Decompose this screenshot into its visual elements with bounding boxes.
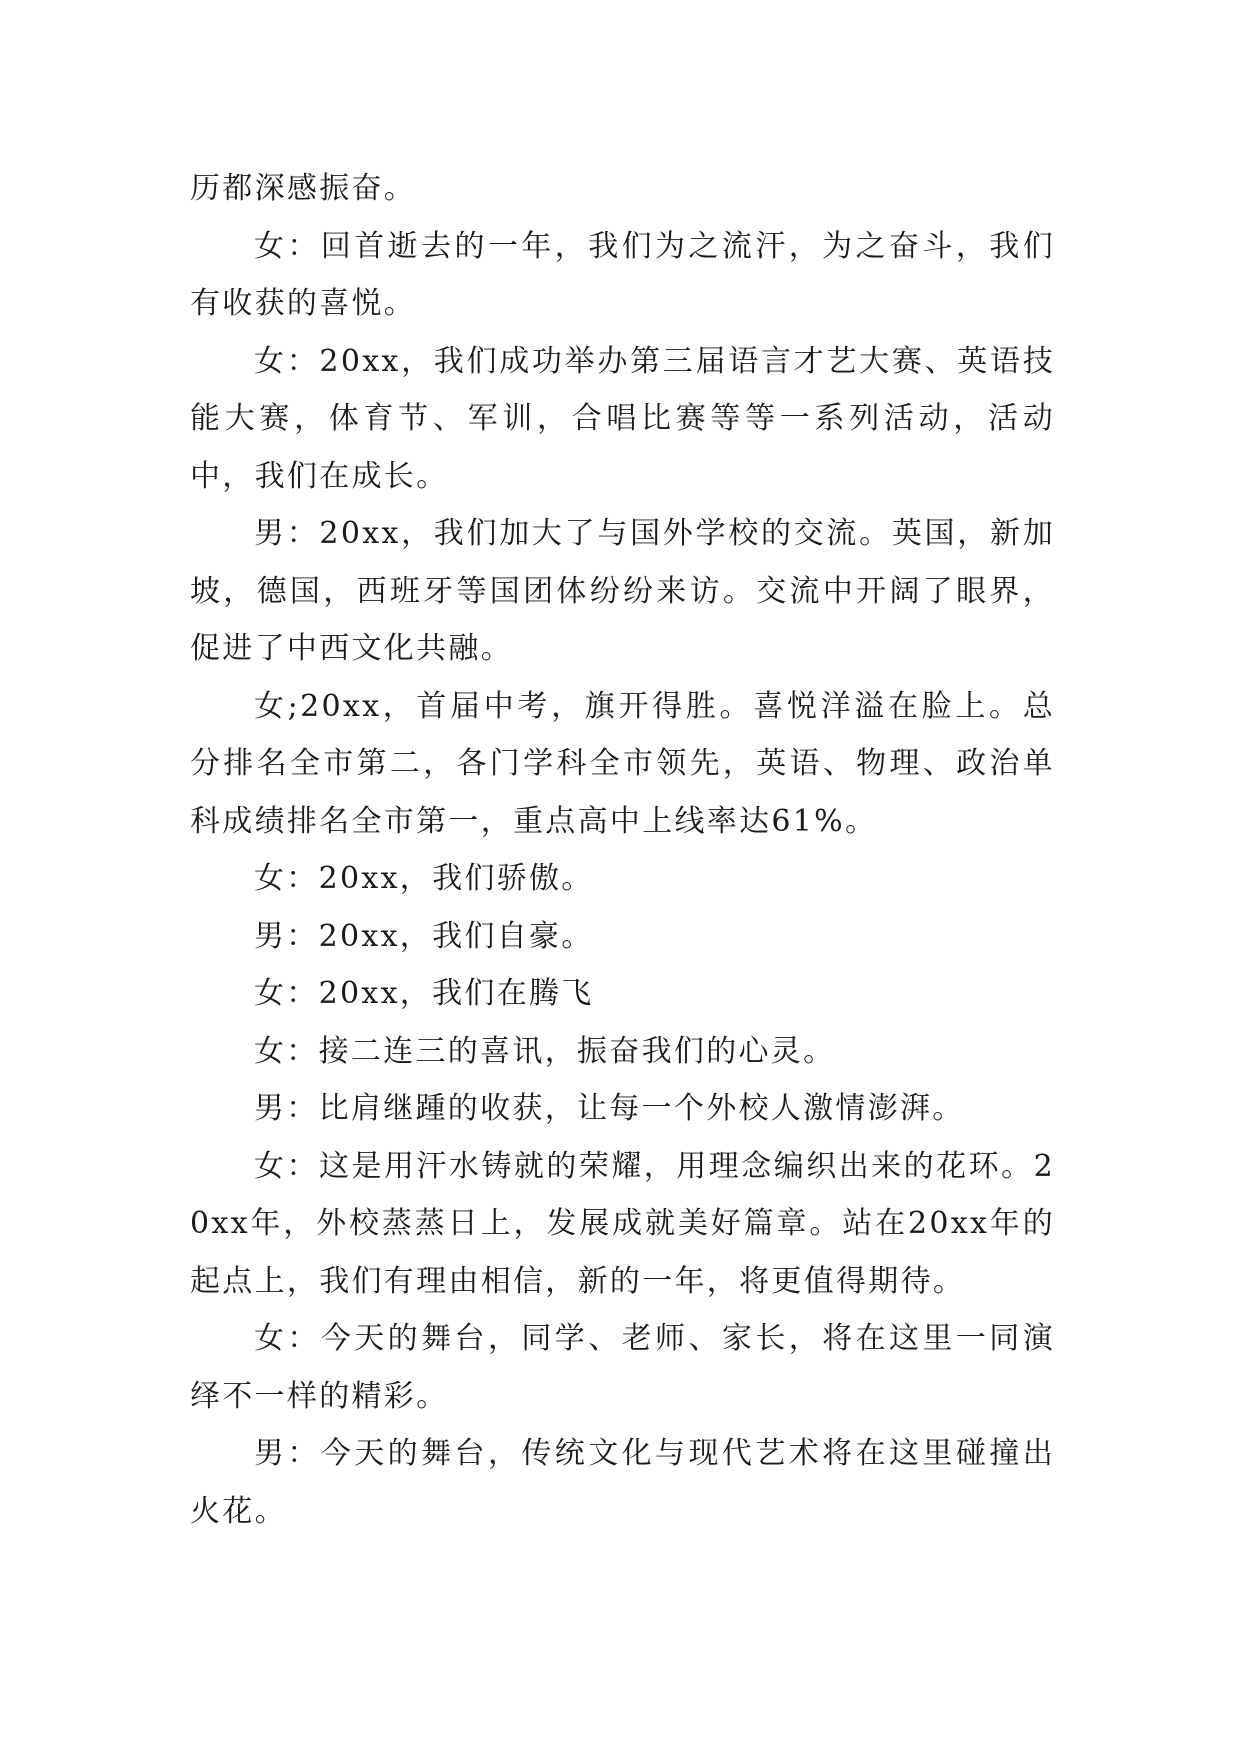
paragraph-0: 历都深感振奋。 [190,171,417,206]
paragraph-7: 女：20xx，我们在腾飞 [254,976,594,1011]
paragraph-12: 男：今天的舞台，传统文化与现代艺术将在这里碰撞出火花。 [190,1436,1055,1529]
paragraph-10: 女：这是用汗水铸就的荣耀，用理念编织出来的花环。20xx年，外校蒸蒸日上，发展成就美好篇章。站在20xx年的起点上，我们有理由相信，新的一年，将更值得期待。 [190,1148,1055,1299]
paragraph-5: 女：20xx，我们骄傲。 [254,861,594,896]
paragraph-8: 女：接二连三的喜讯，振奋我们的心灵。 [254,1033,836,1069]
paragraph-4: 女;20xx，首届中考，旗开得胜。喜悦洋溢在脸上。总分排名全市第二，各门学科全市领先，英语、物理、政治单科成绩排名全市第一，重点高中上线率达61%。 [190,688,1055,839]
paragraph-1: 女：回首逝去的一年，我们为之流汗，为之奋斗，我们有收获的喜悦。 [190,228,1055,321]
paragraph-9: 男：比肩继踵的收获，让每一个外校人激情澎湃。 [254,1091,965,1126]
paragraph-11: 女：今天的舞台，同学、老师、家长，将在这里一同演绎不一样的精彩。 [190,1321,1055,1414]
paragraph-6: 男：20xx，我们自豪。 [254,918,594,954]
paragraph-2: 女：20xx，我们成功举办第三届语言才艺大赛、英语技能大赛，体育节、军训，合唱比赛等等一系列活动，活动中，我们在成长。 [190,343,1055,494]
document-body [190,160,1055,1540]
paragraph-3: 男：20xx，我们加大了与国外学校的交流。英国，新加坡，德国，西班牙等国团体纷纷来访。交流中开阔了眼界，促进了中西文化共融。 [190,516,1055,666]
